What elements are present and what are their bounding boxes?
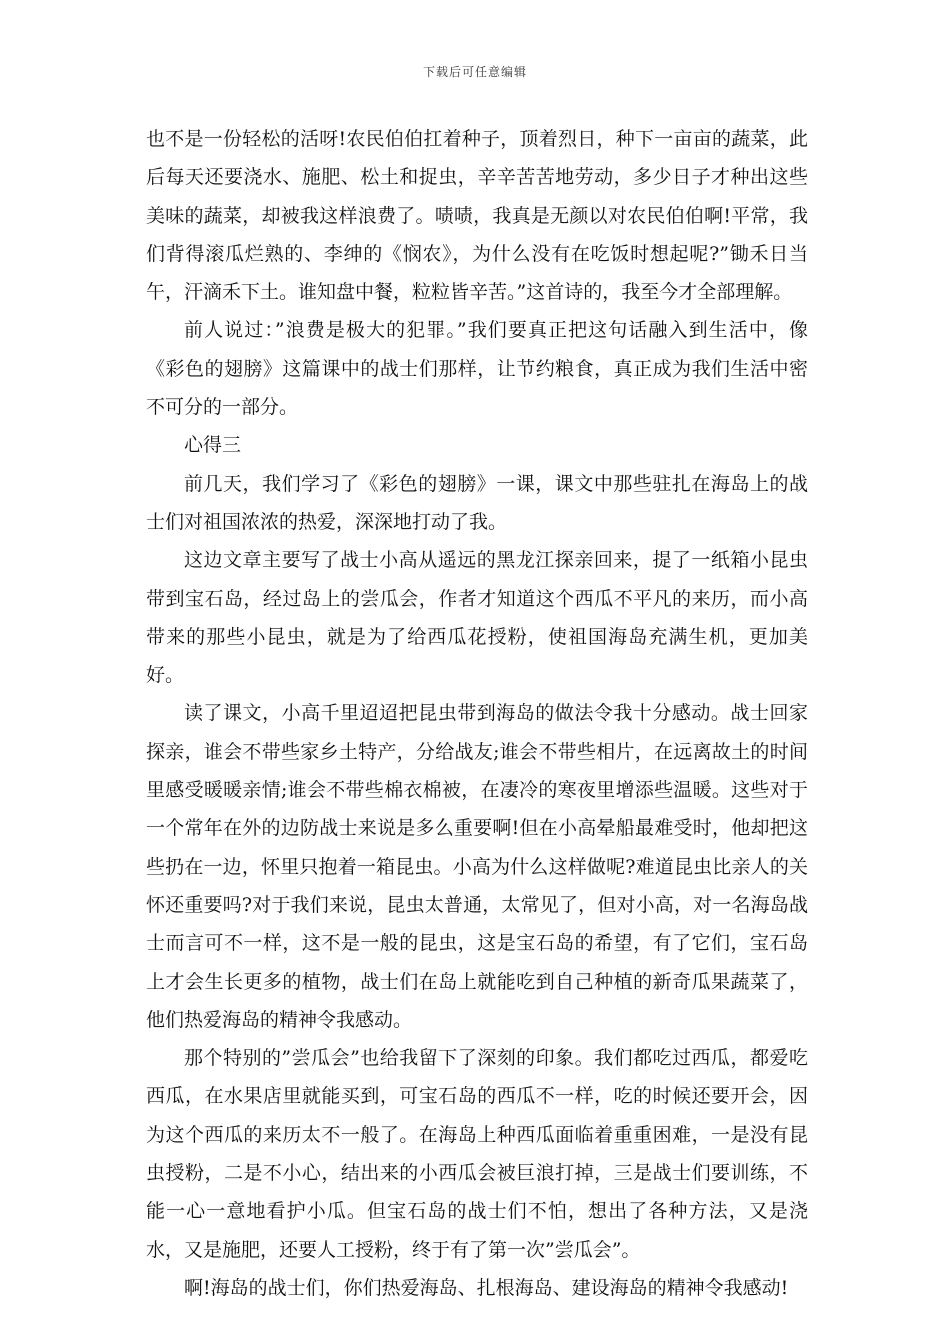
paragraph: 啊!海岛的战士们，你们热爱海岛、扎根海岛、建设海岛的精神令我感动! xyxy=(184,1276,789,1299)
paragraph: 前几天，我们学习了《彩色的翅膀》一课，课文中那些驻扎在海岛上的战士们对祖国浓浓的热爱，深深地打动了我。 xyxy=(146,472,808,533)
paragraph: 前人说过：”浪费是极大的犯罪。”我们要真正把这句话融入到生活中，像《彩色的翅膀》这篇课中的战士们那样，让节约粮食，真正成为我们生活中密不可分的一部分。 xyxy=(146,319,808,419)
document-body xyxy=(146,120,808,1307)
paragraph-continued: 也不是一份轻松的活呀!农民伯伯扛着种子，顶着烈日，种下一亩亩的蔬菜，此后每天还要浇水、施肥、松土和捉虫，辛辛苦苦地劳动，多少日子才种出这些美味的蔬菜，却被我这样浪费了。啧啧，我真是无颜以对农民伯伯啊!平常，我们背得滚瓜烂熟的、李绅的《悯农》，为什么没有在吃饭时想起呢?”锄禾日当午，汗滴禾下土。谁知盘中餐，粒粒皆辛苦。”这首诗的，我至今才全部理解。 xyxy=(146,128,808,304)
paragraph: 这边文章主要写了战士小高从遥远的黑龙江探亲回来，提了一纸箱小昆虫带到宝石岛，经过岛上的尝瓜会，作者才知道这个西瓜不平凡的来历，而小高带来的那些小昆虫，就是为了给西瓜花授粉，使祖国海岛充满生机，更加美好。 xyxy=(146,549,808,687)
paragraph: 那个特别的”尝瓜会”也给我留下了深刻的印象。我们都吃过西瓜，都爱吃西瓜，在水果店里就能买到，可宝石岛的西瓜不一样，吃的时候还要开会，因为这个西瓜的来历太不一般了。在海岛上种西瓜面临着重重困难，一是没有昆虫授粉，二是不小心，结出来的小西瓜会被巨浪打掉，三是战士们要训练，不能一心一意地看护小瓜。但宝石岛的战士们不怕，想出了各种方法，又是浇水，又是施肥，还要人工授粉，终于有了第一次”尝瓜会”。 xyxy=(146,1047,808,1261)
paragraph: 读了课文，小高千里迢迢把昆虫带到海岛的做法令我十分感动。战士回家探亲，谁会不带些家乡土特产，分给战友;谁会不带些相片，在远离故土的时间里感受暖暖亲情;谁会不带些棉衣棉被，在凄冷的寒夜里增添些温暖。这些对于一个常年在外的边防战士来说是多么重要啊!但在小高晕船最难受时，他却把这些扔在一边，怀里只抱着一箱昆虫。小高为什么这样做呢?难道昆虫比亲人的关怀还重要吗?对于我们来说，昆虫太普通，太常见了，但对小高，对一名海岛战士而言可不一样，这不是一般的昆虫，这是宝石岛的希望，有了它们，宝石岛上才会生长更多的植物，战士们在岛上就能吃到自己种植的新奇瓜果蔬菜了，他们热爱海岛的精神令我感动。 xyxy=(146,702,808,1031)
page-header-watermark: 下载后可任意编辑 xyxy=(422,65,527,79)
section-heading: 心得三 xyxy=(184,434,242,457)
